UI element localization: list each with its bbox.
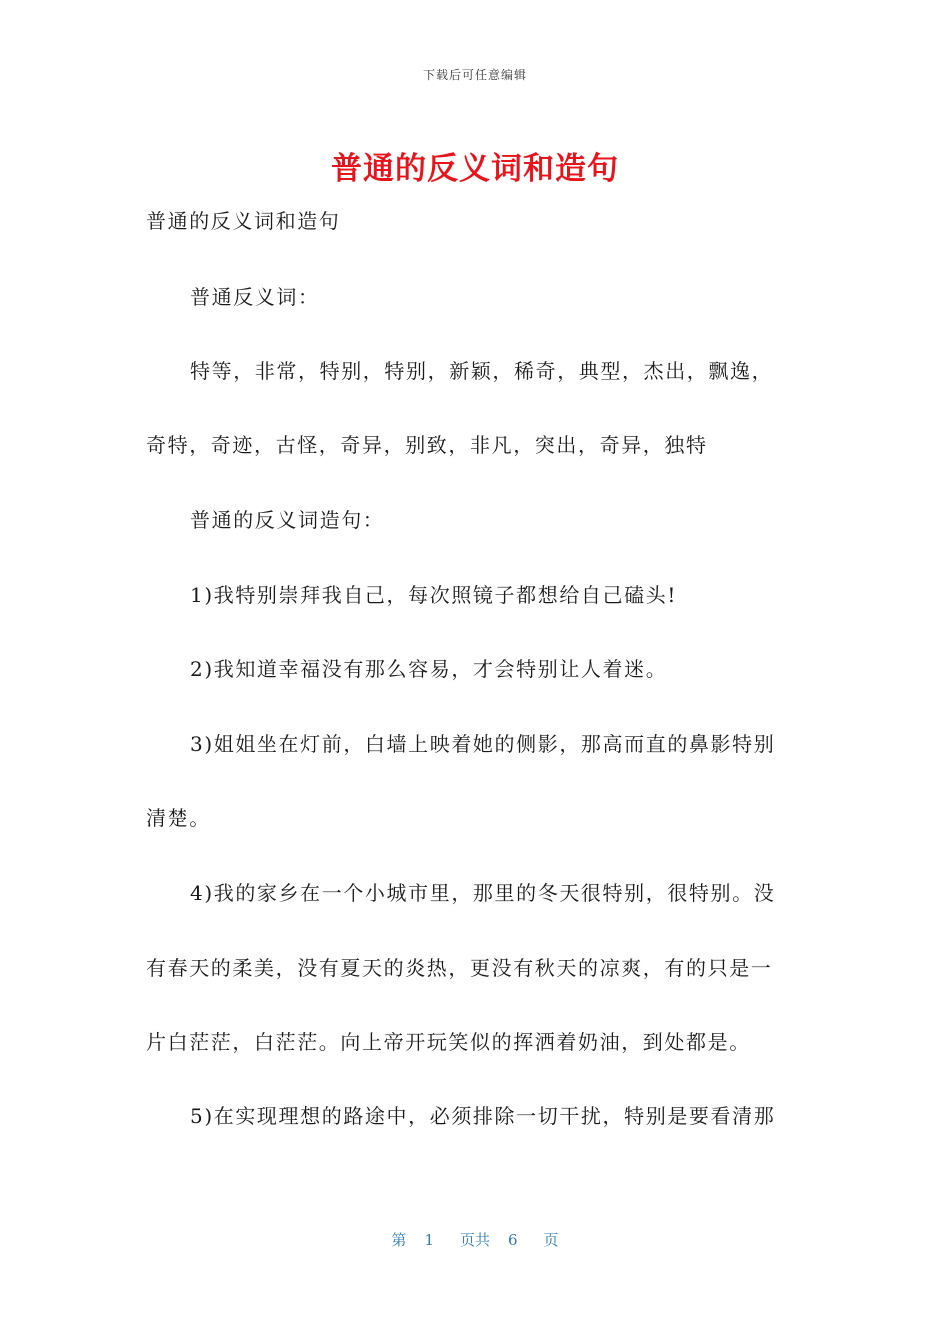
page-footer xyxy=(0,1229,950,1250)
paragraph-line: 奇特，奇迹，古怪，奇异，别致，非凡，突出，奇异，独特 xyxy=(146,433,708,457)
footer-prefix: 第 xyxy=(391,1231,407,1249)
footer-suffix: 页 xyxy=(543,1231,559,1249)
paragraph-line: 4)我的家乡在一个小城市里，那里的冬天很特别，很特别。没 xyxy=(190,881,776,905)
subtitle-line: 普通的反义词和造句 xyxy=(146,209,341,233)
footer-mid: 页共 xyxy=(459,1231,490,1249)
paragraph-line: 特等，非常，特别，特别，新颖，稀奇，典型，杰出，飘逸， xyxy=(190,359,774,383)
paragraph-line: 1)我特别崇拜我自己，每次照镜子都想给自己磕头! xyxy=(190,583,677,607)
document-title: 普通的反义词和造句 xyxy=(331,151,619,187)
paragraph-line: 片白茫茫，白茫茫。向上帝开玩笑似的挥洒着奶油，到处都是。 xyxy=(146,1030,751,1054)
paragraph-line: 清楚。 xyxy=(146,806,211,830)
paragraph-line: 5)在实现理想的路途中，必须排除一切干扰，特别是要看清那 xyxy=(190,1104,776,1128)
paragraph-line: 有春天的柔美，没有夏天的炎热，更没有秋天的凉爽，有的只是一 xyxy=(146,956,773,980)
paragraph-line: 普通的反义词造句： xyxy=(190,508,385,532)
current-page-number: 1 xyxy=(424,1231,434,1249)
paragraph-line: 2)我知道幸福没有那么容易，才会特别让人着迷。 xyxy=(190,657,668,681)
paragraph-line: 普通反义词： xyxy=(190,285,320,309)
header-note: 下载后可任意编辑 xyxy=(422,68,527,82)
total-pages-number: 6 xyxy=(508,1231,518,1249)
paragraph-line: 3)姐姐坐在灯前，白墙上映着她的侧影，那高而直的鼻影特别 xyxy=(190,732,776,756)
